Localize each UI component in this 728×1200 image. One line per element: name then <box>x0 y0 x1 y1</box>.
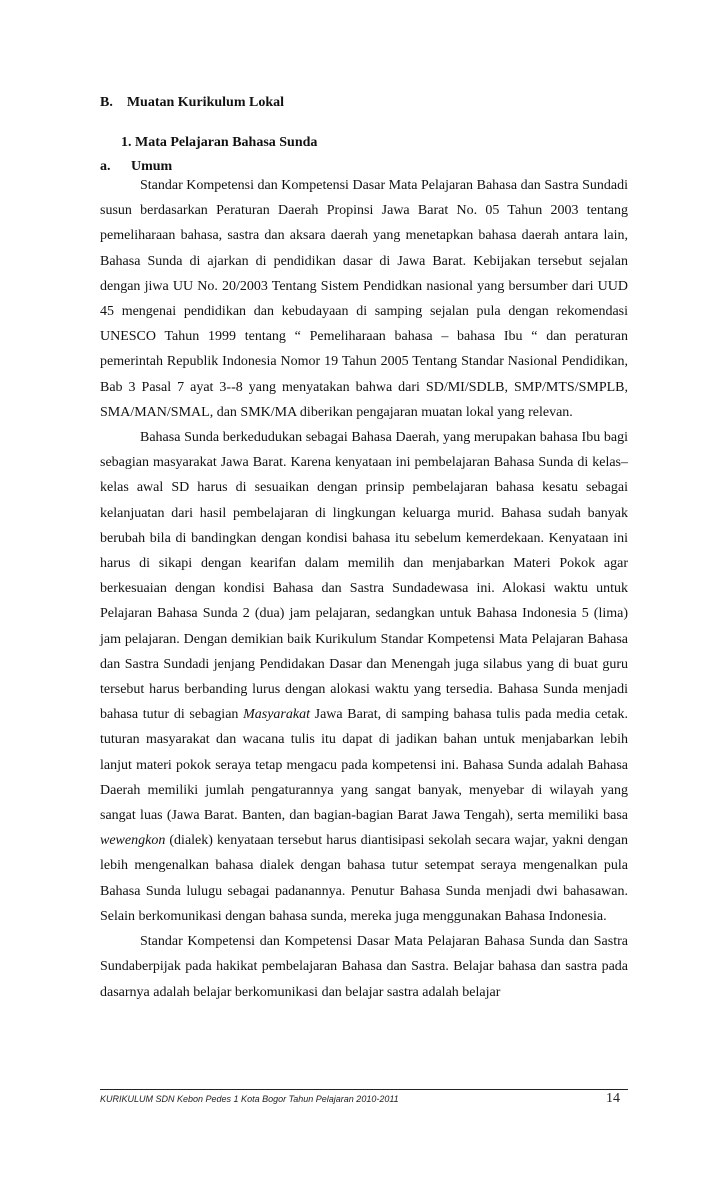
paragraph-1-text: Standar Kompetensi dan Kompetensi Dasar Mata Pelajaran Bahasa dan Sastra Sundadi susun berdasarkan Peraturan Daerah Propinsi Jawa Barat No. 05 Tahun 2003 tentang pemeliharaan bahasa, sastra dan aksara daerah yang menetapkan bahasa daerah antara lain, Bahasa Sunda di ajarkan di pendidikan dasar di Jawa Barat. Kebijakan tersebut sejalan dengan jiwa UU No. 20/2003 Tentang Sistem Pendidkan nasional yang bersumber dari UUD 45 mengenai pendidikan dan kebudayaan di samping sejalan pula dengan rekomendasi UNESCO Tahun 1999 tentang “ Pemeliharaan bahasa – bahasa Ibu “ dan peraturan pemerintah Republik Indonesia Nomor 19 Tahun 2005 Tentang Standar Nasional Pendidikan, Bab 3 Pasal 7 ayat 3--8 yang menyatakan bahwa dari SD/MI/SDLB, SMP/MTS/SMPLB, SMA/MAN/SMAL, dan SMK/MA diberikan pengajaran muatan lokal yang relevan. <box>100 178 628 420</box>
paragraph-2-text-start: Bahasa Sunda berkedudukan sebagai Bahasa Daerah, yang merupakan bahasa Ibu bagi sebagian masyarakat Jawa Barat. Karena kenyataan ini pembelajaran Bahasa Sunda di kelas–kelas awal SD harus di sesuaikan dengan prinsip pembelajaran bahasa kesatu sebagai kelanjuatan dari hasil pembelajaran di lingkungan keluarga murid. Bahasa sudah banyak berubah bila di bandingkan dengan kondisi bahasa itu sebelum kemerdekaan. Kenyataan ini harus di sikapi dengan kearifan dalam memilih dan menjabarkan Materi Pokok agar berkesuaian dengan kondisi Bahasa dan Sastra Sundadewasa ini. Alokasi waktu untuk Pelajaran Bahasa Sunda 2 (dua) jam pelajaran, sedangkan untuk Bahasa Indonesia 5 (lima) jam pelajaran. Dengan demikian baik Kurikulum Standar Kompetensi Mata Pelajaran Bahasa dan Sastra Sundadi jenjang Pendidakan Dasar dan Menengah juga silabus yang di buat guru tersebut harus berbanding lurus dengan alokasi waktu yang tersedia. Bahasa Sunda menjadi bahasa tutur di sebagian <box>100 430 628 723</box>
section-title: Muatan Kurikulum Lokal <box>126 95 284 110</box>
paragraph-1 <box>100 173 628 425</box>
body-text <box>100 173 628 1005</box>
paragraph-3-text: Standar Kompetensi dan Kompetensi Dasar Mata Pelajaran Bahasa Sunda dan Sastra Sundaberpijak pada hakikat pembelajaran Bahasa dan Sastra. Belajar bahasa dan sastra pada dasarnya adalah belajar berkomunikasi dan belajar sastra adalah belajar <box>100 934 628 1000</box>
paragraph-2-text-middle: Jawa Barat, di samping bahasa tulis pada media cetak. tuturan masyarakat dan wacana tulis itu dapat di jadikan bahan untuk menjabarkan lebih lanjut materi pokok seraya tetap mengacu pada kompetensi ini. Bahasa Sunda adalah Bahasa Daerah memiliki jumlah pengaturannya yang sangat banyak, menyebar di wilayah yang sangat luas (Jawa Barat. Banten, dan bagian-bagian Barat Jawa Tengah), serta memiliki basa <box>100 707 628 824</box>
subsubsection-letter: a. <box>100 159 111 174</box>
subsection-heading: 1. Mata Pelajaran Bahasa Sunda <box>121 135 318 150</box>
paragraph-2 <box>100 425 628 929</box>
paragraph-3 <box>100 929 628 1005</box>
section-heading <box>100 94 284 112</box>
footer-text: KURIKULUM SDN Kebon Pedes 1 Kota Bogor Tahun Pelajaran 2010-2011 <box>100 1094 399 1104</box>
subsubsection-title: Umum <box>131 159 173 174</box>
paragraph-2-text-end: (dialek) kenyataan tersebut harus diantisipasi sekolah secara wajar, yakni dengan lebih mengenalkan bahasa dialek dengan bahasa tutur setempat seraya mengenalkan pula Bahasa Sunda lulugu sebagai padanannya. Penutur Bahasa Sunda menjadi dwi bahasawan. Selain berkomunikasi dengan bahasa sunda, mereka juga menggunakan Bahasa Indonesia. <box>100 833 628 924</box>
section-label: B. <box>100 95 113 110</box>
italic-term-masyarakat: Masyarakat <box>243 707 310 723</box>
footer-divider <box>100 1089 628 1090</box>
italic-term-wewengkon: wewengkon <box>100 833 166 849</box>
page-number: 14 <box>606 1091 620 1106</box>
